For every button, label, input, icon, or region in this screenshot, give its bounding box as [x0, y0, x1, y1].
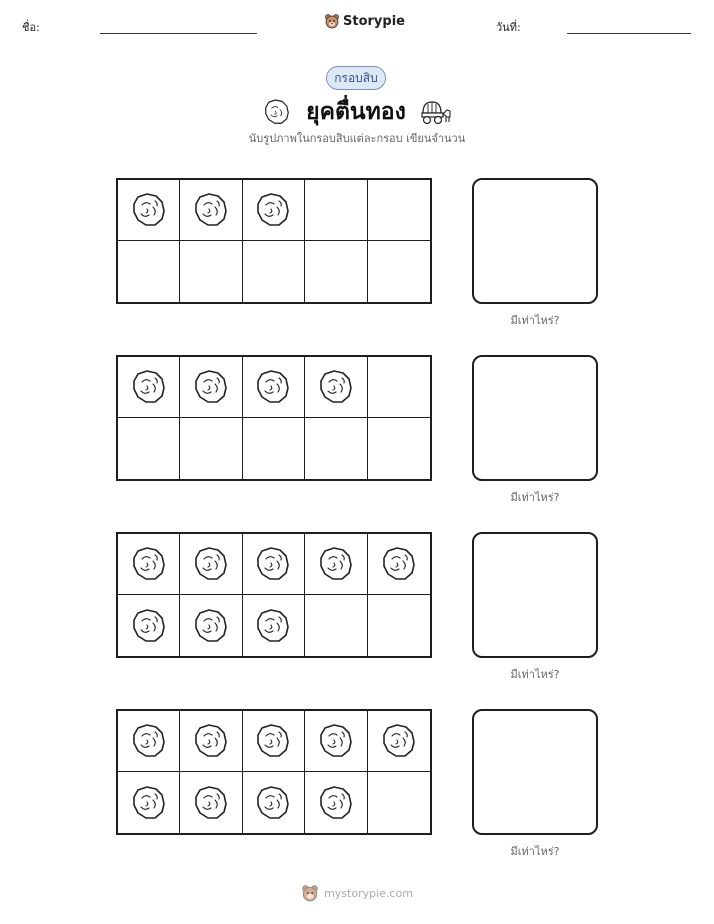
ten-frame-cell	[305, 180, 367, 241]
ten-frame-cell	[243, 357, 305, 418]
ten-frame-cell	[305, 772, 367, 833]
ten-frame-cell	[243, 241, 305, 302]
gold-nugget-icon	[316, 544, 356, 584]
ten-frame-cell	[180, 772, 242, 833]
ten-frame-cell	[243, 180, 305, 241]
title-row	[0, 94, 714, 130]
gold-nugget-icon	[191, 544, 231, 584]
ten-frame-cell	[368, 534, 430, 595]
ten-frame-cell	[118, 241, 180, 302]
ten-frame-cell	[180, 241, 242, 302]
ten-frame-cell	[118, 180, 180, 241]
ten-frame-cell	[368, 357, 430, 418]
ten-frame-cell	[180, 595, 242, 656]
ten-frame-cell	[243, 711, 305, 772]
ten-frame-cell	[368, 711, 430, 772]
gold-nugget-icon	[253, 721, 293, 761]
ten-frame-cell	[243, 772, 305, 833]
ten-frame-cell	[368, 180, 430, 241]
instructions: นับรูปภาพในกรอบสิบแต่ละกรอบ เขียนจำนวน	[248, 132, 466, 145]
answer-box[interactable]	[472, 532, 598, 658]
ten-frame-cell	[118, 534, 180, 595]
name-label: ชื่อ:	[22, 21, 40, 34]
gold-nugget-icon	[253, 367, 293, 407]
gold-nugget-icon	[253, 783, 293, 823]
ten-frame-cell	[368, 772, 430, 833]
gold-nugget-icon	[379, 544, 419, 584]
ten-frame-cell	[118, 711, 180, 772]
ten-frame-cell	[243, 418, 305, 479]
bear-mascot-icon	[301, 884, 319, 902]
ten-frame-cell	[305, 595, 367, 656]
topic-pill: กรอบสิบ	[326, 66, 386, 90]
ten-frame	[116, 178, 432, 304]
gold-nugget-icon	[129, 783, 169, 823]
answer-box[interactable]	[472, 355, 598, 481]
date-line[interactable]	[567, 33, 691, 34]
ten-frame	[116, 355, 432, 481]
ten-frame-cell	[243, 595, 305, 656]
ten-frame	[116, 532, 432, 658]
how-many-label: มีเท่าไหร่?	[510, 314, 560, 327]
footer-site: mystorypie.com	[324, 886, 413, 900]
ten-frame-cell	[118, 595, 180, 656]
answer-box[interactable]	[472, 178, 598, 304]
date-label: วันที่:	[496, 21, 521, 34]
gold-nugget-icon	[191, 721, 231, 761]
ten-frame	[116, 709, 432, 835]
ten-frame-cell	[180, 357, 242, 418]
ten-frame-cell	[305, 534, 367, 595]
gold-nugget-icon	[129, 190, 169, 230]
ten-frame-cell	[243, 534, 305, 595]
answer-box[interactable]	[472, 709, 598, 835]
ten-frame-cell	[305, 711, 367, 772]
brand-name: Storypie	[343, 13, 405, 29]
gold-nugget-icon	[316, 783, 356, 823]
ten-frame-cell	[368, 595, 430, 656]
ten-frame-cell	[305, 241, 367, 302]
ten-frame-cell	[180, 711, 242, 772]
ten-frame-cell	[305, 357, 367, 418]
ten-frame-cell	[180, 418, 242, 479]
gold-nugget-icon	[191, 367, 231, 407]
gold-nugget-icon	[129, 606, 169, 646]
gold-nugget-icon	[129, 544, 169, 584]
ten-frame-cell	[118, 418, 180, 479]
ten-frame-cell	[180, 180, 242, 241]
gold-nugget-icon	[191, 190, 231, 230]
gold-nugget-icon	[316, 367, 356, 407]
gold-nugget-icon	[191, 606, 231, 646]
ten-frame-cell	[118, 772, 180, 833]
gold-nugget-icon	[253, 544, 293, 584]
gold-nugget-icon	[129, 367, 169, 407]
name-line[interactable]	[100, 33, 257, 34]
gold-nugget-icon	[253, 190, 293, 230]
gold-nugget-icon	[262, 97, 292, 127]
ten-frame-cell	[305, 418, 367, 479]
ten-frame-cell	[368, 241, 430, 302]
worksheet-title: ยุคตื่นทอง	[306, 99, 406, 125]
bear-mascot-icon	[324, 13, 340, 29]
gold-nugget-icon	[129, 721, 169, 761]
gold-nugget-icon	[379, 721, 419, 761]
ten-frame-cell	[368, 418, 430, 479]
gold-nugget-icon	[316, 721, 356, 761]
how-many-label: มีเท่าไหร่?	[510, 845, 560, 858]
gold-nugget-icon	[253, 606, 293, 646]
covered-wagon-icon	[420, 99, 452, 125]
how-many-label: มีเท่าไหร่?	[510, 668, 560, 681]
ten-frame-cell	[180, 534, 242, 595]
footer	[0, 884, 714, 902]
gold-nugget-icon	[191, 783, 231, 823]
how-many-label: มีเท่าไหร่?	[510, 491, 560, 504]
brand-logo	[324, 13, 405, 29]
ten-frame-cell	[118, 357, 180, 418]
